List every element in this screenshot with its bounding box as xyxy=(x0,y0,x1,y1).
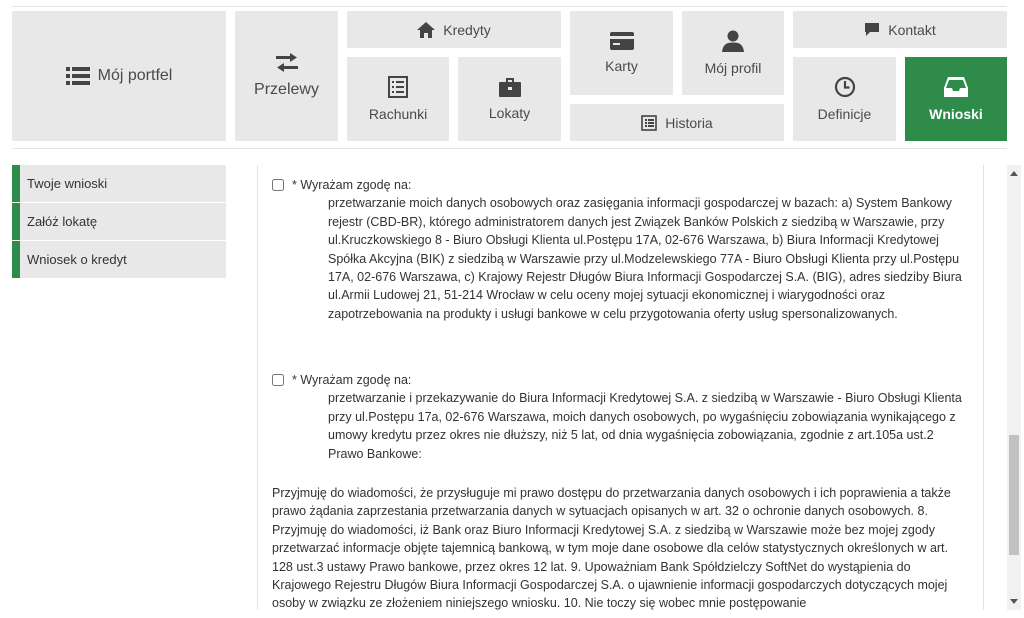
consent-item xyxy=(272,371,968,463)
user-icon xyxy=(722,30,744,52)
nav-contact-label: Kontakt xyxy=(888,21,936,38)
list-alt-icon xyxy=(641,115,657,131)
nav-history-label: Historia xyxy=(665,114,713,131)
nav-my-wallet[interactable] xyxy=(12,11,226,141)
nav-accounts[interactable] xyxy=(347,57,449,141)
consent-item xyxy=(272,176,968,323)
nav-applications-label: Wnioski xyxy=(929,106,983,122)
consent-text: przetwarzanie i przekazywanie do Biura Informacji Kredytowej S.A. z siedzibą w Warszawie - Biuro Obsługi Klienta przy ul.Postępu 17a, 02-676 Warszawa, moich danych osobowych, po wygaśnięciu zobowiązania wynikającego z umowy kredytu przez okres nie dłuższy, niż 5 lat, od dnia wygaśnięcia zobowiązania, zgodnie z art.105a ust.2 Prawo Bankowe: xyxy=(328,391,962,461)
nav-applications[interactable] xyxy=(905,57,1007,141)
consent-checkbox[interactable] xyxy=(272,179,284,191)
scrollbar[interactable] xyxy=(1007,165,1021,610)
nav-transfers-label: Przelewy xyxy=(254,81,319,98)
info-paragraph: Przyjmuję do wiadomości, że przysługuje mi prawo dostępu do przetwarzania danych osobowych i ich poprawienia a także prawo żądania zaprzestania przetwarzania danych w sytuacjach opisanych w art. 32 o ochronie danych osobowych. 8. Przyjmuję do wiadomości, iż Bank oraz Biuro Informacji Kredytowej S.A. z siedzibą w Warszawie może bez mojej zgody przetwarzać informacje objęte tajemnicą bankową, w tym moje dane osobowe dla celów statystycznych określonych w art. 128 ust.3 ustawy Prawo bankowe, przez okres 12 lat. 9. Upoważniam Bank Spółdzielczy SoftNet do wystąpienia do Krajowego Rejestru Długów Biura Informacji Gospodarczej S.A. o ujawnienie informacji gospodarczych dotyczących mojej osoby w związku ze złożeniem niniejszego wniosku. 10. Nie toczy się wobec mnie postępowanie xyxy=(272,486,951,610)
consent-form xyxy=(257,165,984,610)
nav-deposits-label: Lokaty xyxy=(488,105,531,121)
scroll-down-arrow-icon[interactable] xyxy=(1010,599,1018,604)
nav-definitions-label: Definicje xyxy=(817,106,872,122)
nav-deposits[interactable] xyxy=(458,57,561,141)
comment-icon xyxy=(864,22,880,37)
nav-my-profile[interactable] xyxy=(682,11,784,95)
nav-contact[interactable] xyxy=(793,11,1007,48)
briefcase-icon xyxy=(499,77,521,97)
nav-cards[interactable] xyxy=(570,11,673,95)
clock-icon xyxy=(834,76,856,98)
consent-label: * Wyrażam zgodę na: xyxy=(292,178,412,192)
sidebar-item-open-deposit[interactable]: Załóż lokatę xyxy=(12,203,226,240)
consent-label: * Wyrażam zgodę na: xyxy=(292,373,412,387)
sidebar-item-your-applications[interactable]: Twoje wnioski xyxy=(12,165,226,202)
nav-my-wallet-label: Mój portfel xyxy=(97,67,173,84)
nav-transfers[interactable] xyxy=(235,11,338,141)
sidebar xyxy=(12,165,226,279)
credit-card-icon xyxy=(610,32,634,50)
sidebar-item-credit-application[interactable]: Wniosek o kredyt xyxy=(12,241,226,278)
top-divider xyxy=(12,6,1007,7)
scroll-up-arrow-icon[interactable] xyxy=(1010,171,1018,176)
nav-divider xyxy=(12,148,1007,149)
home-icon xyxy=(417,22,435,38)
scrollbar-thumb[interactable] xyxy=(1009,435,1019,555)
nav-history[interactable] xyxy=(570,104,784,141)
nav-definitions[interactable] xyxy=(793,57,896,141)
nav-credits-label: Kredyty xyxy=(443,21,491,38)
inbox-icon xyxy=(944,76,968,98)
nav-my-profile-label: Mój profil xyxy=(704,60,762,76)
list-icon xyxy=(66,66,90,86)
ledger-icon xyxy=(388,76,408,98)
consent-checkbox[interactable] xyxy=(272,374,284,386)
nav-cards-label: Karty xyxy=(605,58,638,74)
consent-header xyxy=(272,371,968,389)
nav-credits[interactable] xyxy=(347,11,561,48)
consent-header xyxy=(272,176,968,194)
consent-text: przetwarzanie moich danych osobowych oraz zasięgania informacji gospodarczej w bazach: a) System Bankowy rejestr (CBD-BR), którego administratorem danych jest Związek Banków Polskich z siedzibą w Warszawie, przy ul.Kruczkowskiego 8 - Biuro Obsługi Klienta ul.Postępu 17A, 02-676 Warszawa, b) Biura Informacji Kredytowej Spółka Akcyjna (BIK) z siedzibą w Warszawie przy ul.Modzelewskiego 77A - Biuro Obsługi Klienta przy ul.Postępu 17A, 02-676 Warszawa, c) Krajowy Rejestr Długów Biura Informacji Gospodarczej S.A. (BIG), adres siedziby Biura ul.Armii Ludowej 21, 51-214 Wrocław w celu oceny mojej sytuacji ekonomicznej i wiarygodności oraz zapotrzebowania na produkty i usługi bankowe w celu przygotowania oferty usług spersonalizowanych. xyxy=(328,196,962,321)
nav-accounts-label: Rachunki xyxy=(368,106,428,122)
arrows-exchange-icon xyxy=(276,53,298,73)
